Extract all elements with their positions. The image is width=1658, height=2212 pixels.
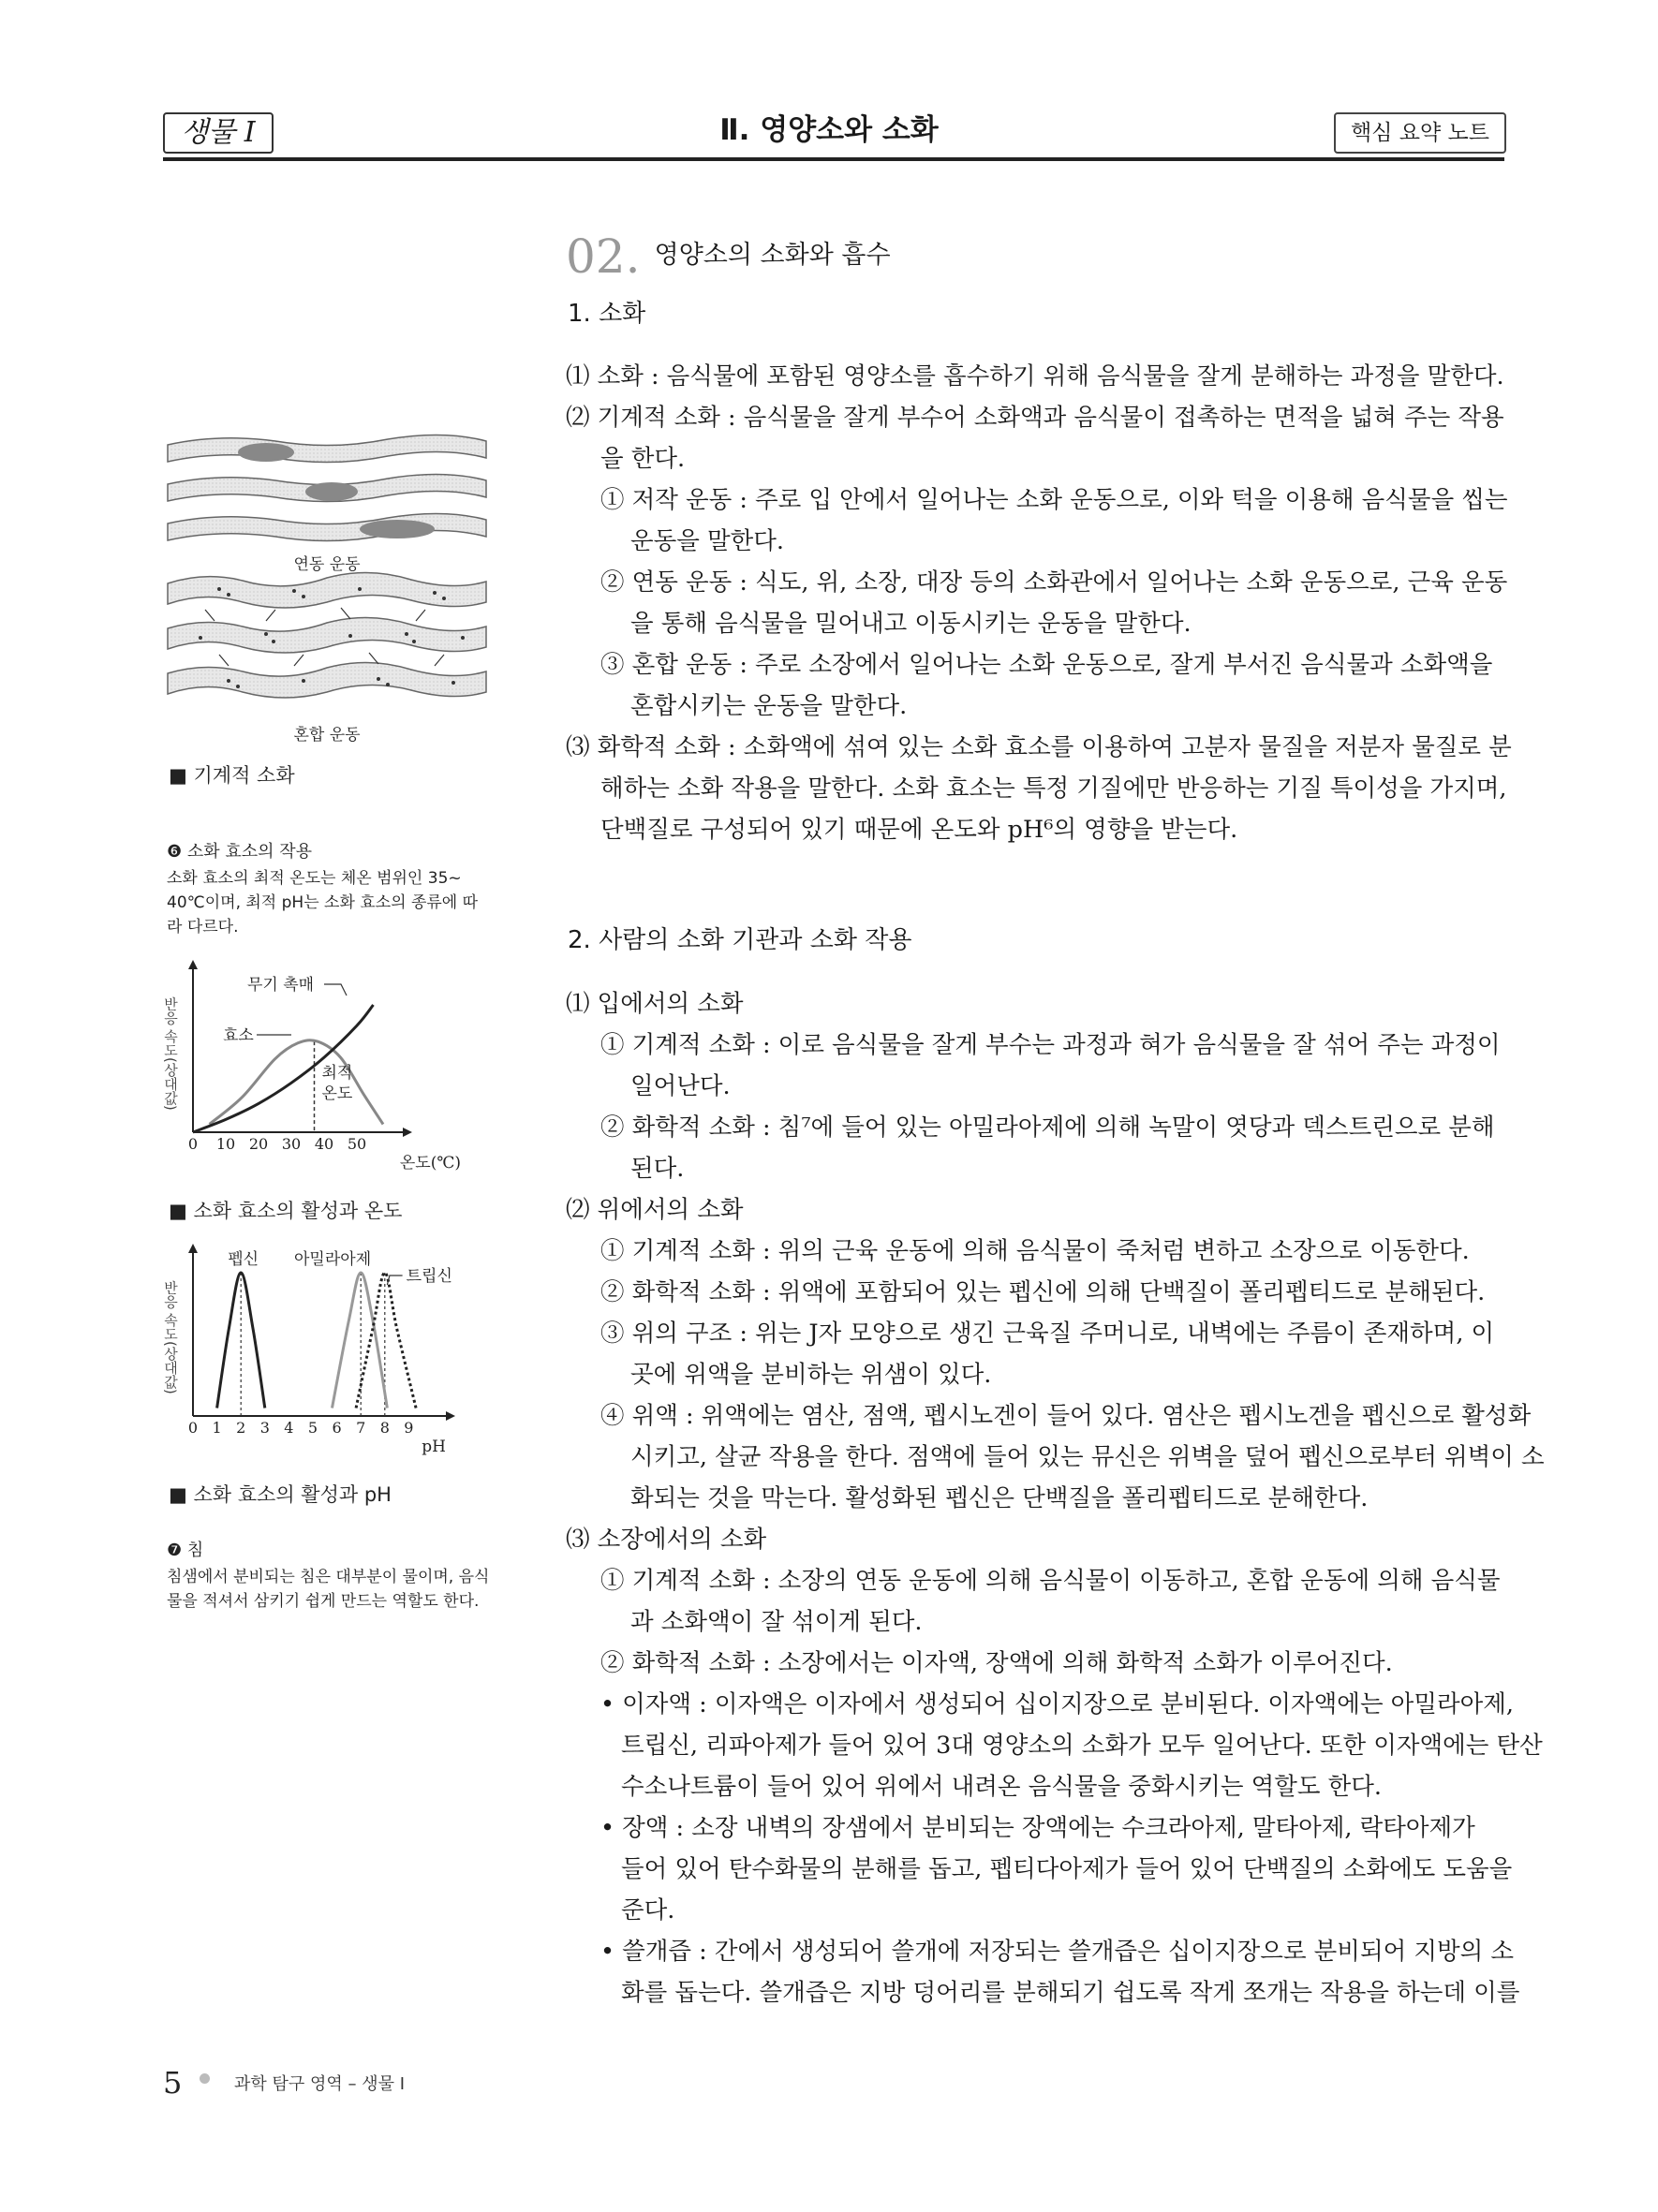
pepsin-label: 펩신 bbox=[228, 1250, 259, 1269]
x-axis-label: pH bbox=[422, 1438, 446, 1456]
enzyme-ph-chart bbox=[161, 1244, 480, 1468]
footer-label: 과학 탐구 영역 – 생물 I bbox=[234, 2074, 406, 2094]
section-number: 02. bbox=[566, 229, 641, 284]
section-subheading: 1. 소화 bbox=[568, 300, 646, 328]
body-line: ④ 위액 : 위액에는 염산, 점액, 펩시노겐이 들어 있다. 염산은 펩시노겐을 펩신으로 활성화 bbox=[600, 1402, 1532, 1430]
x-axis-arrow bbox=[446, 1411, 455, 1421]
footer-bullet bbox=[200, 2073, 210, 2084]
body-line: 준다. bbox=[621, 1896, 675, 1924]
body-line: 을 한다. bbox=[600, 445, 686, 473]
body-line: ② 연동 운동 : 식도, 위, 소장, 대장 등의 소화관에서 일어나는 소화 운동으로, 근육 운동 bbox=[600, 568, 1508, 597]
chapter-title: Ⅱ. 영양소와 소화 bbox=[719, 113, 939, 147]
mechanical-digestion-figure bbox=[163, 426, 491, 745]
note6-line: 소화 효소의 최적 온도는 체온 범위인 35~ bbox=[167, 869, 462, 888]
amylase-curve bbox=[332, 1273, 387, 1408]
body-line: ⑵ 위에서의 소화 bbox=[566, 1196, 744, 1224]
body-line: ② 화학적 소화 : 침⁷에 들어 있는 아밀라아제에 의해 녹말이 엿당과 덱스트린으로 분해 bbox=[600, 1113, 1495, 1142]
body-line: 화되는 것을 막는다. 활성화된 펩신은 단백질을 폴리펩티드로 분해한다. bbox=[630, 1484, 1369, 1512]
y-axis-label: 반응 속도(상대값) bbox=[162, 996, 179, 1111]
section-heading bbox=[566, 229, 891, 284]
x-tick-label: 4 bbox=[284, 1419, 294, 1437]
body-line: 곳에 위액을 분비하는 위샘이 있다. bbox=[630, 1361, 992, 1389]
body-line: ① 저작 운동 : 주로 입 안에서 일어나는 소화 운동으로, 이와 턱을 이용해 음식물을 씹는 bbox=[600, 486, 1508, 514]
note6-title: ❻ 소화 효소의 작용 bbox=[167, 842, 313, 862]
trypsin-label: 트립신 bbox=[406, 1267, 452, 1286]
figure3-caption: ■ 소화 효소의 활성과 pH bbox=[169, 1483, 392, 1506]
segmentation-label: 혼합 운동 bbox=[293, 726, 361, 745]
body-line: 화를 돕는다. 쓸개즙은 지방 덩어리를 분해되기 쉽도록 작게 쪼개는 작용을 하는데 이를 bbox=[621, 1979, 1520, 2007]
x-tick-label: 0 bbox=[187, 1419, 199, 1437]
enzyme-label: 효소 bbox=[223, 1026, 254, 1045]
x-tick-label: 7 bbox=[356, 1419, 366, 1437]
note7-line: 침샘에서 분비되는 침은 대부분이 물이며, 음식 bbox=[167, 1568, 490, 1586]
inorganic-catalyst-label: 무기 촉매 bbox=[247, 976, 315, 995]
body-line: ⑵ 기계적 소화 : 음식물을 잘게 부수어 소화액과 음식물이 접촉하는 면적을 넓혀 주는 작용 bbox=[566, 404, 1504, 432]
trypsin-curve bbox=[356, 1273, 416, 1408]
peristalsis-label: 연동 운동 bbox=[293, 555, 361, 574]
body-line: 수소나트륨이 들어 있어 위에서 내려온 음식물을 중화시키는 역할도 한다. bbox=[621, 1773, 1382, 1801]
page-number: 5 bbox=[163, 2065, 183, 2101]
body-line: 일어난다. bbox=[630, 1072, 731, 1100]
optimum-label: 최적 bbox=[321, 1064, 353, 1083]
body-line: • 이자액 : 이자액은 이자에서 생성되어 십이지장으로 분비된다. 이자액에는 아밀라아제, bbox=[600, 1690, 1514, 1718]
body-line: ⑶ 화학적 소화 : 소화액에 섞여 있는 소화 효소를 이용하여 고분자 물질을 저분자 물질로 분 bbox=[566, 733, 1512, 761]
y-axis-arrow bbox=[188, 960, 198, 969]
x-tick-label: 8 bbox=[379, 1419, 390, 1437]
body-line: 해하는 소화 작용을 말한다. 소화 효소는 특정 기질에만 반응하는 기질 특이성을 가지며, bbox=[600, 774, 1507, 803]
x-tick-label: 30 bbox=[281, 1135, 302, 1153]
y-axis-label: 반응 속도(상대값) bbox=[162, 1280, 179, 1394]
body-line: 운동을 말한다. bbox=[630, 527, 785, 555]
body-line: 을 통해 음식물을 밀어내고 이동시키는 운동을 말한다. bbox=[630, 610, 1192, 638]
amylase-label: 아밀라아제 bbox=[294, 1250, 372, 1269]
header-rule bbox=[163, 157, 1504, 161]
x-tick-label: 20 bbox=[248, 1135, 269, 1153]
body-line: 단백질로 구성되어 있기 때문에 온도와 pH⁶의 영향을 받는다. bbox=[600, 816, 1238, 844]
body-line: ⑶ 소장에서의 소화 bbox=[566, 1526, 767, 1554]
x-tick-label: 10 bbox=[215, 1135, 236, 1153]
x-tick-label: 6 bbox=[332, 1419, 342, 1437]
body-line: 혼합시키는 운동을 말한다. bbox=[630, 692, 908, 720]
enzyme-curve bbox=[210, 1040, 384, 1125]
section-subheading: 2. 사람의 소화 기관과 소화 작용 bbox=[568, 926, 912, 954]
body-line: • 쓸개즙 : 간에서 생성되어 쓸개에 저장되는 쓸개즙은 십이지장으로 분비되어 지방의 소 bbox=[600, 1938, 1514, 1966]
section-title: 영양소의 소화와 흡수 bbox=[654, 241, 891, 270]
x-tick-label: 5 bbox=[307, 1419, 318, 1437]
body-line: 된다. bbox=[630, 1155, 685, 1183]
body-line: ② 화학적 소화 : 위액에 포함되어 있는 펩신에 의해 단백질이 폴리펩티드로 분해된다. bbox=[600, 1278, 1486, 1306]
x-axis-arrow bbox=[403, 1128, 412, 1137]
note7-title: ❼ 침 bbox=[167, 1541, 204, 1560]
body-line: ③ 혼합 운동 : 주로 소장에서 일어나는 소화 운동으로, 잘게 부서진 음식물과 소화액을 bbox=[600, 651, 1493, 679]
summary-note-badge: 핵심 요약 노트 bbox=[1334, 112, 1506, 154]
note7-body bbox=[167, 1565, 489, 1614]
body-line: ⑴ 입에서의 소화 bbox=[566, 990, 744, 1018]
note6-line: 라 다르다. bbox=[167, 918, 239, 936]
peristalsis-diagram bbox=[168, 435, 486, 540]
note7-line: 물을 적셔서 삼키기 쉽게 만드는 역할도 한다. bbox=[167, 1592, 480, 1611]
figure1-caption: ■ 기계적 소화 bbox=[169, 764, 295, 787]
enzyme-temperature-chart bbox=[161, 960, 480, 1185]
body-line: ⑴ 소화 : 음식물에 포함된 영양소를 흡수하기 위해 음식물을 잘게 분해하는 과정을 말한다. bbox=[566, 362, 1504, 391]
subject-label: 생물 I bbox=[163, 112, 274, 154]
body-line: 들어 있어 탄수화물의 분해를 돕고, 펩티다아제가 들어 있어 단백질의 소화에도 도움을 bbox=[621, 1855, 1513, 1883]
figure2-caption: ■ 소화 효소의 활성과 온도 bbox=[169, 1200, 403, 1222]
body-line: 과 소화액이 잘 섞이게 된다. bbox=[630, 1608, 923, 1636]
x-tick-label: 3 bbox=[259, 1419, 270, 1437]
x-tick-label: 0 bbox=[187, 1135, 199, 1153]
body-line: 트립신, 리파아제가 들어 있어 3대 영양소의 소화가 모두 일어난다. 또한 이자액에는 탄산 bbox=[621, 1732, 1543, 1760]
x-tick-label: 40 bbox=[314, 1135, 334, 1153]
body-line: ① 기계적 소화 : 위의 근육 운동에 의해 음식물이 죽처럼 변하고 소장으로 이동한다. bbox=[600, 1237, 1470, 1265]
x-tick-label: 2 bbox=[236, 1419, 246, 1437]
body-line: ② 화학적 소화 : 소장에서는 이자액, 장액에 의해 화학적 소화가 이루어진다. bbox=[600, 1649, 1393, 1677]
segmentation-diagram bbox=[168, 572, 486, 698]
x-tick-label: 9 bbox=[404, 1419, 414, 1437]
body-line: ① 기계적 소화 : 소장의 연동 운동에 의해 음식물이 이동하고, 혼합 운동에 의해 음식물 bbox=[600, 1567, 1501, 1595]
body-line: 시키고, 살균 작용을 한다. 점액에 들어 있는 뮤신은 위벽을 덮어 펩신으로부터 위벽이 소 bbox=[630, 1443, 1545, 1471]
body-line: ③ 위의 구조 : 위는 J자 모양으로 생긴 근육질 주머니로, 내벽에는 주름이 존재하며, 이 bbox=[600, 1320, 1495, 1348]
optimum-label: 온도 bbox=[321, 1084, 353, 1103]
body-line: • 장액 : 소장 내벽의 장샘에서 분비되는 장액에는 수크라아제, 말타아제, 락타아제가 bbox=[600, 1814, 1475, 1842]
x-tick-label: 50 bbox=[347, 1135, 367, 1153]
body-line: ① 기계적 소화 : 이로 음식물을 잘게 부수는 과정과 혀가 음식물을 잘 섞어 주는 과정이 bbox=[600, 1031, 1501, 1059]
note6-body bbox=[167, 866, 478, 939]
y-axis-arrow bbox=[188, 1244, 198, 1253]
x-tick-label: 1 bbox=[212, 1419, 222, 1437]
inorganic-catalyst-leader bbox=[324, 984, 347, 995]
x-axis-label: 온도(℃) bbox=[399, 1154, 461, 1172]
note6-line: 40℃이며, 최적 pH는 소화 효소의 종류에 따 bbox=[167, 893, 479, 912]
